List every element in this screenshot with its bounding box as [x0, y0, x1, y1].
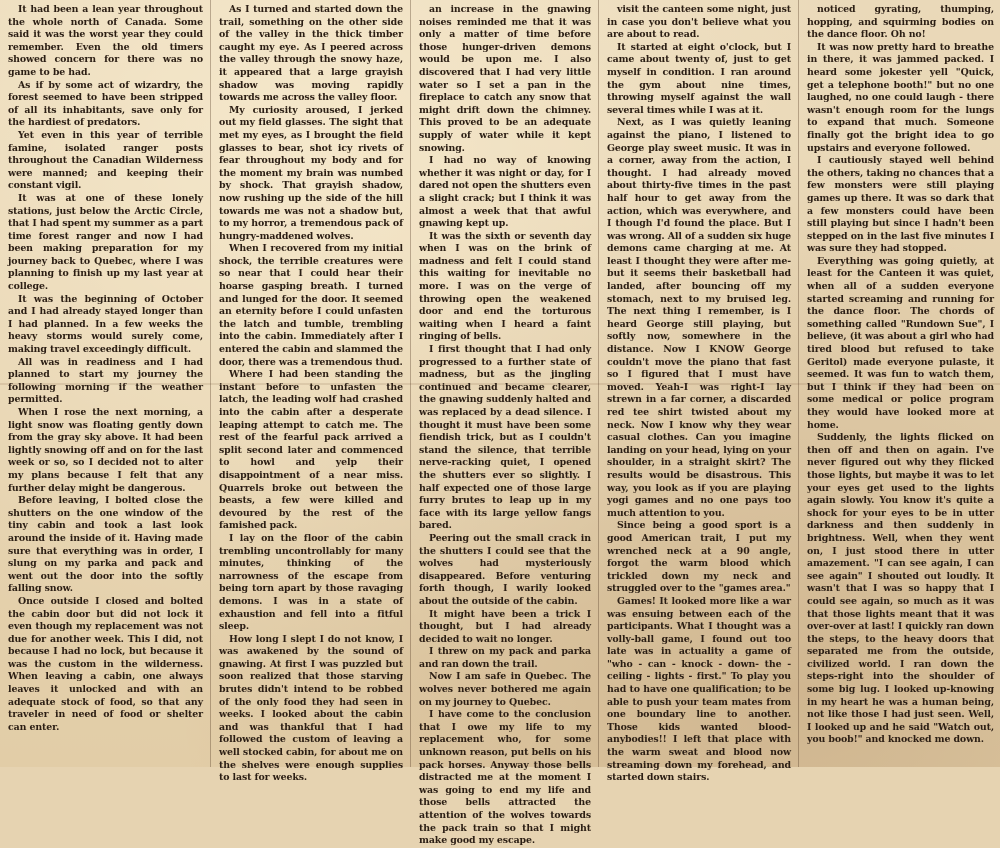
paragraph: All was in readiness and I had planned to start my journey the following morning if the weather permitted. [8, 356, 203, 406]
paragraph: Next, as I was quietly leaning against the piano, I listened to George play sweet music. It was in a corner, away from the action, I thought. I had already moved about thirty-five times in the past half hour to get away from the action, which was everywhere, and I though I'd found the place. But I was wrong. All of a sudden six huge demons came charging at me. At least I thought they were after me-but it seems their basketball had landed, after bouncing off my stomach, next to my bruised leg. The next thing I remember, is I heard George still playing, but softly now, somewhere in the distance. Now I KNOW George couldn't move the piano that fast so I figured that I must have moved. Yeah-I was right-I lay strewn in a far corner, a discarded red tee shirt twisted about my neck. Now I know why they wear casual clothes. Can you imagine landing on your head, lying on your shoulder, in a straight skirt? The results would be disastrous. This way, you look as if you are playing yogi games and no one pays too much attention to you. [607, 117, 791, 519]
column-1 [0, 0, 209, 767]
paragraph: Yet even in this year of terrible famine, isolated ranger posts throughout the Canadian Wilderness were manned; and keeping their constant vigil. [8, 129, 203, 192]
paragraph: Where I had been standing the instant before to unfasten the latch, the leading wolf had crashed into the cabin after a desperate leaping attempt to catch me. The rest of the fearful pack arrived a split second later and commenced to howl and yelp their disappointment of a near miss. Quarrels broke out between the beasts, a few were killed and devoured by the rest of the famished pack. [219, 369, 403, 532]
paragraph: Before leaving, I bolted close the shutters on the one window of the tiny cabin and took a last look around the inside of it. Having made sure that everything was in order, I slung on my parka and pack and went out the door into the softly falling snow. [8, 495, 203, 595]
paragraph: As I turned and started down the trail, something on the other side of the valley in the thick timber caught my eye. As I peered across the valley through the snowy haze, it appeared that a large grayish shadow was moving rapidly towards me across the valley floor. [219, 4, 403, 104]
paragraph: I have come to the conclusion that I owe my life to my replacement who, for some unknown reason, put bells on his pack horses. Anyway those bells distracted me at the moment I was going to end my life and those bells attracted the attention of the wolves towards the pack train so that I might make good my escape. [419, 709, 591, 847]
paragraph: It had been a lean year throughout the whole north of Canada. Some said it was the worst year they could remember. Even the old timers showed concern for there was no game to be had. [8, 4, 203, 78]
paragraph: Once outside I closed and bolted the cabin door but did not lock it even though my replacement was not due for another week. This I did, not because I had no lock, but because it was the custom in the wilderness. When leaving a cabin, one always leaves it unlocked and with an adequate stock of food, so that any traveler in need of food or shelter can enter. [8, 595, 203, 733]
paragraph: It was the sixth or seventh day when I was on the brink of madness and felt I could stand this waiting for inevitable no more. I was on the verge of throwing open the weakened door and end the torturous waiting when I heard a faint ringing of bells. [419, 230, 591, 343]
paragraph: I cautiously stayed well behind the others, taking no chances that a few monsters were still playing games up there. It was so dark that a few monsters could have been still playing but since I hadn't been stepped on in the last five minutes I was sure they had stopped. [807, 155, 994, 255]
column-5 [799, 0, 1000, 767]
paragraph: visit the canteen some night, just in case you don't believe what you are about to read. [607, 4, 791, 41]
paragraph: Suddenly, the lights flicked on then off and then on again. I've never figured out why they flicked those lights, but maybe it was to let your eyes get used to the lights again slowly. You know it's quite a shock for your eyes to be in utter darkness and then suddenly in brightness. Well, when they went on, I just stood there in utter amazement. "I can see again, I can see again" I shouted out loudly. It wasn't that I was so happy that I could see again, so much as it was that those lights meant that it was over-over at last! I quickly ran down the steps, to the heavy doors that separated me from the outside, civilized world. I ran down the steps-right into the shoulder of some big lug. I looked up-knowing in my heart he was a human being, not like those I had just seen. Well, I looked up and he said "Watch out, you boob!" and knocked me down. [807, 432, 994, 746]
paragraph: It was now pretty hard to breathe in there, it was jammed packed. I heard some jokester yell "Quick, get a telephone booth!" but no one laughed, no one could laugh - there wasn't enough room for the lungs to expand that much. Someone finally got the bright idea to go upstairs and everyone followed. [807, 41, 994, 154]
paragraph: As if by some act of wizardry, the forest seemed to have been stripped of all its inhabitants, save only for the hardiest of predators. [8, 79, 203, 129]
column-3 [411, 0, 597, 847]
paragraph: It started at eight o'clock, but I came about twenty of, just to get myself in condition. I ran around the gym about nine times, throwing myself against the wall several times while I was at it. [607, 41, 791, 116]
paragraph: It was at one of these lonely stations, just below the Arctic Circle, that I had spent my summer as a part time forest ranger and now I had been making preparation for my journey back to Quebec, where I was planning to finish up my last year at college. [8, 192, 203, 293]
paragraph: When I recovered from my initial shock, the terrible creatures were so near that I could hear their hoarse gasping breath. I turned and lunged for the door. It seemed an eternity before I could unfasten the latch and tumble, trembling into the cabin. Immediately after I entered the cabin and slammed the door, there was a tremendous thud. [219, 243, 403, 368]
paragraph: I lay on the floor of the cabin trembling uncontrollably for many minutes, thinking of the narrowness of the escape from being torn apart by those ravaging demons. I was in a state of exhaustion and fell into a fitful sleep. [219, 532, 403, 633]
paragraph: Everything was going quietly, at least for the Canteen it was quiet, when all of a sudden everyone started screaming and running for the dance floor. The chords of something called "Rundown Sue", I believe, (it was about a girl who had tired blood but refused to take Geritol) made everyone pulaste, it seemed. It was fun to watch them, but I think if they had been on some medical or police program they would have looked more at home. [807, 255, 994, 431]
paragraph: How long I slept I do not know, I was awakened by the sound of gnawing. At first I was puzzled but soon realized that those starving brutes didn't intend to be robbed of the only food they had seen in weeks. I looked about the cabin and was thankful that I had followed the custom of leaving a well stocked cabin, for about me on the shelves were enough supplies to last for weeks. [219, 633, 404, 784]
paragraph: My curiosity aroused, I jerked out my field glasses. The sight that met my eyes, as I brought the field glasses to bear, shot icy rivets of fear throughout my body and for the moment my brain was numbed by shock. That grayish shadow, now rushing up the side of the hill towards me was not a shadow but, to my horror, a tremendous pack of hungry-maddened wolves. [219, 104, 403, 242]
paragraph: I first thought that I had only progressed to a further state of madness, but as the jingling continued and became clearer, the gnawing suddenly halted and was replaced by a dead silence. I thought it must have been some fiendish trick, but as I couldn't stand the silence, that terrible nerve-racking quiet, I opened the shutters ever so slightly. I half expected one of those large furry brutes to leap up in my face with its large yellow fangs bared. [419, 344, 591, 532]
paragraph: an increase in the gnawing noises reminded me that it was only a matter of time before those hunger-driven demons would be upon me. I also discovered that I had very little water so I set a pan in the fireplace to catch any snow that might drift down the chimney. This proved to be an adequate supply of water while it kept snowing. [419, 4, 591, 154]
paragraph: I threw on my pack and parka and ran down the trail. [419, 646, 591, 670]
paragraph: Since being a good sport is a good American trait, I put my wrenched neck at a 90 angle, forgot the warm blood which trickled down my neck and struggled over to the "games area." [607, 520, 791, 595]
column-4 [599, 0, 797, 784]
paragraph: Now I am safe in Quebec. The wolves never bothered me again on my journey to Quebec. [419, 671, 591, 708]
paragraph: Peering out the small crack in the shutters I could see that the wolves had mysteriously disappeared. Before venturing forth though, I warily looked about the outside of the cabin. [419, 532, 591, 607]
paragraph: I had no way of knowing whether it was night or day, for I dared not open the shutters even a slight crack; but I think it was almost a week that that awful gnawing kept up. [419, 155, 591, 230]
paragraph: When I rose the next morning, a light snow was floating gently down from the gray sky above. It had been lightly snowing off and on for the last week or so, so I decided not to alter my plans because I felt that any further delay might be dangerous. [8, 407, 203, 494]
paragraph: noticed gyrating, thumping, hopping, and squirming bodies on the dance floor. Oh no! [807, 4, 994, 41]
paragraph: Games! It looked more like a war was ensuing between each of the participants. What I thought was a volly-ball game, I found out too late was in actuality a game of "who - can - knock - down- the - ceiling - lights - first." To play you had to have one qualification; to be able to push your team mates from one boundary line to another. Those kids wanted blood-anybodies!! I left that place with the warm sweat and blood now streaming down my forehead, and started down stairs. [607, 595, 791, 784]
paragraph: It might have been a trick I thought, but I had already decided to wait no longer. [419, 608, 591, 645]
paragraph: It was the beginning of October and I had already stayed longer than I had planned. In a few weeks the heavy storms would surely come, making travel exceedingly difficult. [8, 293, 203, 356]
column-2 [211, 0, 409, 784]
